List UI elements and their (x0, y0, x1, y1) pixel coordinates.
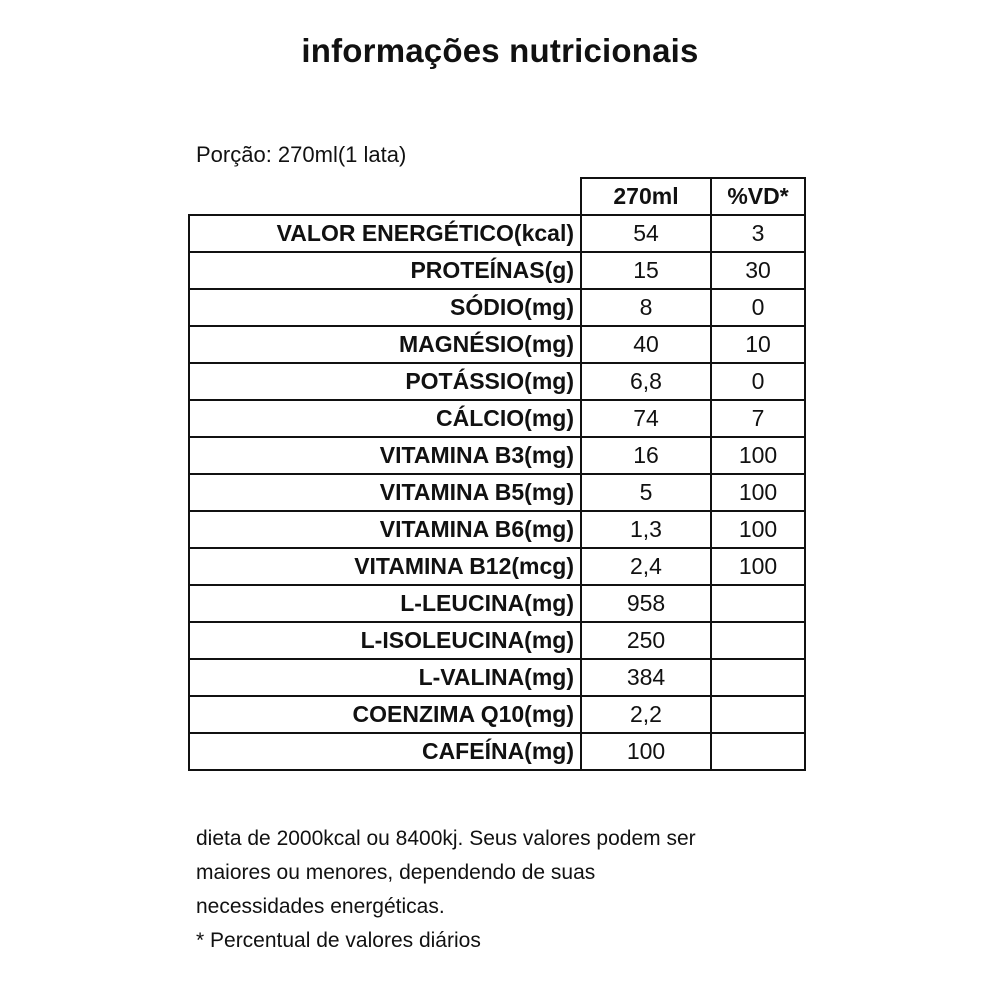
table-row (189, 511, 805, 548)
nutrient-label: SÓDIO(mg) (189, 289, 581, 326)
nutrient-amount: 100 (581, 733, 711, 770)
nutrient-amount: 40 (581, 326, 711, 363)
nutrient-label: VITAMINA B5(mg) (189, 474, 581, 511)
nutrient-daily-value (711, 622, 805, 659)
table-row (189, 215, 805, 252)
table-row (189, 622, 805, 659)
nutrient-amount: 1,3 (581, 511, 711, 548)
nutrient-daily-value: 7 (711, 400, 805, 437)
nutrient-label: MAGNÉSIO(mg) (189, 326, 581, 363)
nutrient-label: VALOR ENERGÉTICO(kcal) (189, 215, 581, 252)
table-row (189, 252, 805, 289)
nutrient-amount: 384 (581, 659, 711, 696)
table-row (189, 659, 805, 696)
footer-line: necessidades energéticas. (196, 895, 445, 918)
nutrient-daily-value: 0 (711, 289, 805, 326)
table-row (189, 585, 805, 622)
footer-line: dieta de 2000kcal ou 8400kj. Seus valores podem ser (196, 827, 696, 850)
table-row (189, 548, 805, 585)
nutrient-label: L-LEUCINA(mg) (189, 585, 581, 622)
nutrient-daily-value: 3 (711, 215, 805, 252)
nutrient-daily-value (711, 696, 805, 733)
nutrient-amount: 74 (581, 400, 711, 437)
nutrient-daily-value (711, 733, 805, 770)
footer-line: maiores ou menores, dependendo de suas (196, 861, 596, 884)
nutrient-amount: 6,8 (581, 363, 711, 400)
table-row (189, 400, 805, 437)
nutrient-daily-value: 0 (711, 363, 805, 400)
table-header-row (189, 178, 805, 215)
table-row (189, 696, 805, 733)
nutrient-amount: 958 (581, 585, 711, 622)
nutrient-label: VITAMINA B6(mg) (189, 511, 581, 548)
nutrient-label: CAFEÍNA(mg) (189, 733, 581, 770)
nutrient-label: VITAMINA B12(mcg) (189, 548, 581, 585)
page-title: informações nutricionais (301, 32, 699, 69)
nutrient-daily-value: 100 (711, 511, 805, 548)
nutrient-daily-value (711, 585, 805, 622)
footer-footnote: * Percentual de valores diários (196, 929, 481, 952)
nutrient-daily-value: 100 (711, 548, 805, 585)
nutrient-label: POTÁSSIO(mg) (189, 363, 581, 400)
nutrient-amount: 54 (581, 215, 711, 252)
table-row (189, 733, 805, 770)
nutrient-label: PROTEÍNAS(g) (189, 252, 581, 289)
portion-size: Porção: 270ml(1 lata) (196, 142, 407, 167)
nutrient-label: L-VALINA(mg) (189, 659, 581, 696)
table-row (189, 326, 805, 363)
nutrient-amount: 15 (581, 252, 711, 289)
nutrient-amount: 8 (581, 289, 711, 326)
header-amount: 270ml (581, 178, 711, 215)
nutrient-amount: 16 (581, 437, 711, 474)
table-row (189, 474, 805, 511)
nutrient-label: VITAMINA B3(mg) (189, 437, 581, 474)
header-daily-value: %VD* (711, 178, 805, 215)
nutrient-daily-value: 30 (711, 252, 805, 289)
nutrient-amount: 2,4 (581, 548, 711, 585)
nutrient-label: CÁLCIO(mg) (189, 400, 581, 437)
table-row (189, 363, 805, 400)
nutrient-daily-value: 100 (711, 437, 805, 474)
nutrient-label: COENZIMA Q10(mg) (189, 696, 581, 733)
nutrient-label: L-ISOLEUCINA(mg) (189, 622, 581, 659)
nutrient-daily-value: 100 (711, 474, 805, 511)
nutrient-amount: 2,2 (581, 696, 711, 733)
nutrient-daily-value: 10 (711, 326, 805, 363)
nutrient-daily-value (711, 659, 805, 696)
nutrient-amount: 250 (581, 622, 711, 659)
table-row (189, 437, 805, 474)
footer-notes (196, 822, 696, 958)
nutrition-table (188, 177, 806, 771)
nutrient-amount: 5 (581, 474, 711, 511)
header-empty-cell (189, 178, 581, 215)
nutrition-table-body (189, 215, 805, 770)
table-row (189, 289, 805, 326)
